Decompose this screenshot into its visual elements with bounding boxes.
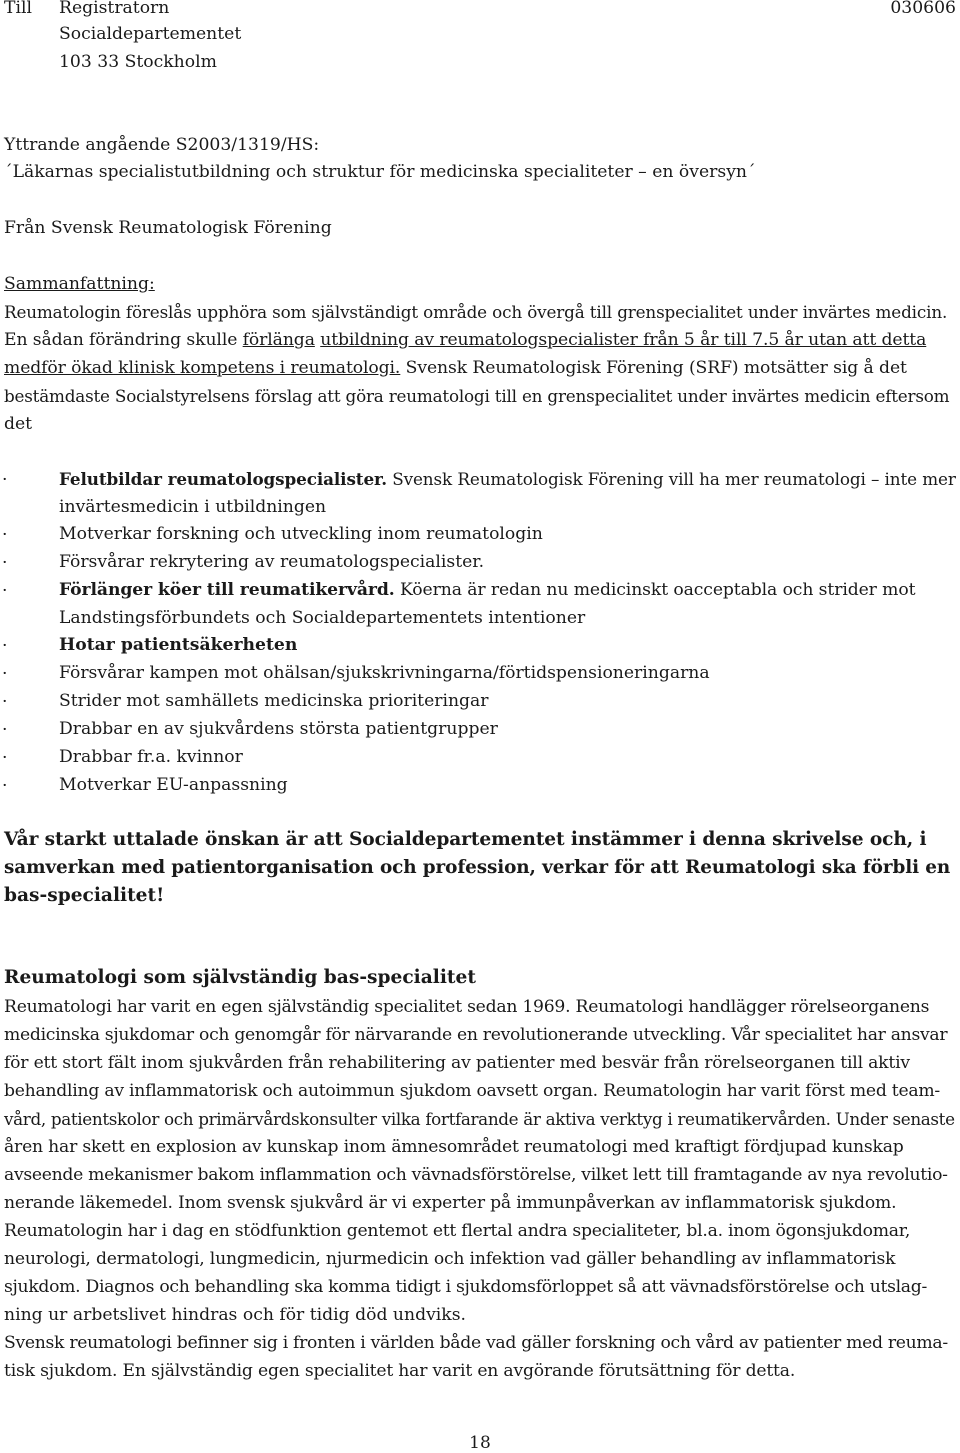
summary-underline-2: utbildning av reumatologspecialister från 5 år till 7.5 år utan att detta — [320, 330, 927, 350]
list-item: Drabbar fr.a. kvinnor — [59, 747, 243, 767]
to-label: Till — [4, 0, 32, 18]
bullet-marker: · — [2, 776, 8, 796]
body-line: nerande läkemedel. Inom svensk sjukvård är vi experter på immunpåverkan av inflammatorisk sjukdom. — [4, 1193, 897, 1213]
summary-underline-1: förlänga — [242, 330, 315, 350]
list-item-bold: Felutbildar reumatologspecialister. — [59, 469, 387, 489]
bullet-marker: · — [2, 470, 8, 490]
document-date: 030606 — [890, 0, 956, 18]
list-item — [59, 469, 956, 489]
summary-line-2 — [4, 330, 926, 350]
list-item: Motverkar EU-anpassning — [59, 775, 288, 795]
bullet-marker: · — [2, 636, 8, 656]
bullet-marker: · — [2, 692, 8, 712]
body-line: Svensk reumatologi befinner sig i fronten i världen både vad gäller forskning och vård av patienter med reuma- — [4, 1333, 948, 1353]
summary-line-4: bestämdaste Socialstyrelsens förslag att göra reumatologi till en grenspecialitet under invärtes medicin eftersom — [4, 386, 950, 406]
list-item: Strider mot samhällets medicinska prioriteringar — [59, 691, 489, 711]
body-line: avseende mekanismer bakom inflammation och vävnadsförstörelse, vilket lett till framtagande av nya revolutio- — [4, 1165, 948, 1185]
list-item: Försvårar kampen mot ohälsan/sjukskrivningarna/förtidspensioneringarna — [59, 663, 710, 683]
body-line: behandling av inflammatorisk och autoimmun sjukdom oavsett organ. Reumatologin har varit först med team- — [4, 1081, 940, 1101]
section-heading: Reumatologi som självständig bas-specialitet — [4, 967, 476, 988]
list-item: Drabbar en av sjukvårdens största patientgrupper — [59, 719, 498, 739]
body-line: ning ur arbetslivet hindras och för tidig död undviks. — [4, 1305, 466, 1325]
list-item: Hotar patientsäkerheten — [59, 635, 298, 655]
body-line: vård, patientskolor och primärvårdskonsulter vilka fortfarande är aktiva verktyg i reumatikervården. Under senaste — [4, 1109, 955, 1129]
summary-line-3 — [4, 358, 907, 378]
from-line: Från Svensk Reumatologisk Förening — [4, 218, 332, 238]
bullet-marker: · — [2, 748, 8, 768]
body-line: åren har skett en explosion av kunskap inom ämnesområdet reumatologi med kraftigt fördjupad kunskap — [4, 1137, 904, 1157]
list-item-continuation: invärtesmedicin i utbildningen — [59, 497, 327, 517]
bullet-marker: · — [2, 720, 8, 740]
body-line: tisk sjukdom. En självständig egen specialitet har varit en avgörande förutsättning för detta. — [4, 1361, 796, 1381]
conclusion-line-3: bas-specialitet! — [4, 885, 165, 906]
list-item: Försvårar rekrytering av reumatologspecialister. — [59, 552, 485, 572]
list-item-text: Köerna är redan nu medicinskt oacceptabla och strider mot — [394, 580, 916, 600]
list-item-text: Svensk Reumatologisk Förening vill ha mer reumatologi – inte mer — [386, 469, 956, 489]
body-line: medicinska sjukdomar och genomgår för närvarande en revolutionerande utveckling. Vår specialitet har ansvar — [4, 1025, 948, 1045]
summary-heading: Sammanfattning: — [4, 274, 155, 294]
body-line: Reumatologin har i dag en stödfunktion gentemot ett flertal andra specialiteter, bl.a. inom ögonsjukdomar, — [4, 1221, 911, 1241]
conclusion-line-1: Vår starkt uttalade önskan är att Socialdepartementet instämmer i denna skrivelse och, i — [4, 829, 927, 850]
recipient-line-1: Registratorn — [59, 0, 170, 18]
subject-line-1: Yttrande angående S2003/1319/HS: — [4, 135, 320, 155]
summary-line-2-plain: En sådan förändring skulle — [4, 330, 243, 350]
list-item: Motverkar forskning och utveckling inom reumatologin — [59, 524, 543, 544]
list-item — [59, 580, 915, 600]
bullet-marker: · — [2, 581, 8, 601]
subject-line-2: ´Läkarnas specialistutbildning och struktur för medicinska specialiteter – en översyn´ — [4, 162, 756, 182]
body-line: för ett stort fält inom sjukvården från rehabilitering av patienter med besvär från rörelseorganen till aktiv — [4, 1053, 910, 1073]
summary-line-1: Reumatologin föreslås upphöra som självständigt område och övergå till grenspecialitet under invärtes medicin. — [4, 302, 948, 322]
bullet-marker: · — [2, 664, 8, 684]
summary-underline-3: medför ökad klinisk kompetens i reumatologi. — [4, 358, 401, 378]
body-line: sjukdom. Diagnos och behandling ska komma tidigt i sjukdomsförloppet så att vävnadsförstörelse och utslag- — [4, 1277, 927, 1297]
list-item-continuation: Landstingsförbundets och Socialdepartementets intentioner — [59, 608, 586, 628]
bullet-marker: · — [2, 525, 8, 545]
conclusion-line-2: samverkan med patientorganisation och profession, verkar för att Reumatologi ska förbli en — [4, 857, 951, 878]
recipient-line-3: 103 33 Stockholm — [59, 52, 217, 72]
body-line: Reumatologi har varit en egen självständig specialitet sedan 1969. Reumatologi handlägger rörelseorganens — [4, 997, 930, 1017]
summary-line-3-rest: Svensk Reumatologisk Förening (SRF) motsätter sig å det — [400, 358, 907, 378]
page-number: 18 — [469, 1433, 491, 1453]
recipient-line-2: Socialdepartementet — [59, 24, 242, 44]
body-line: neurologi, dermatologi, lungmedicin, njurmedicin och infektion vad gäller behandling av inflammatorisk — [4, 1249, 896, 1269]
summary-line-5: det — [4, 414, 33, 434]
list-item-bold: Förlänger köer till reumatikervård. — [59, 580, 395, 600]
bullet-marker: · — [2, 553, 8, 573]
